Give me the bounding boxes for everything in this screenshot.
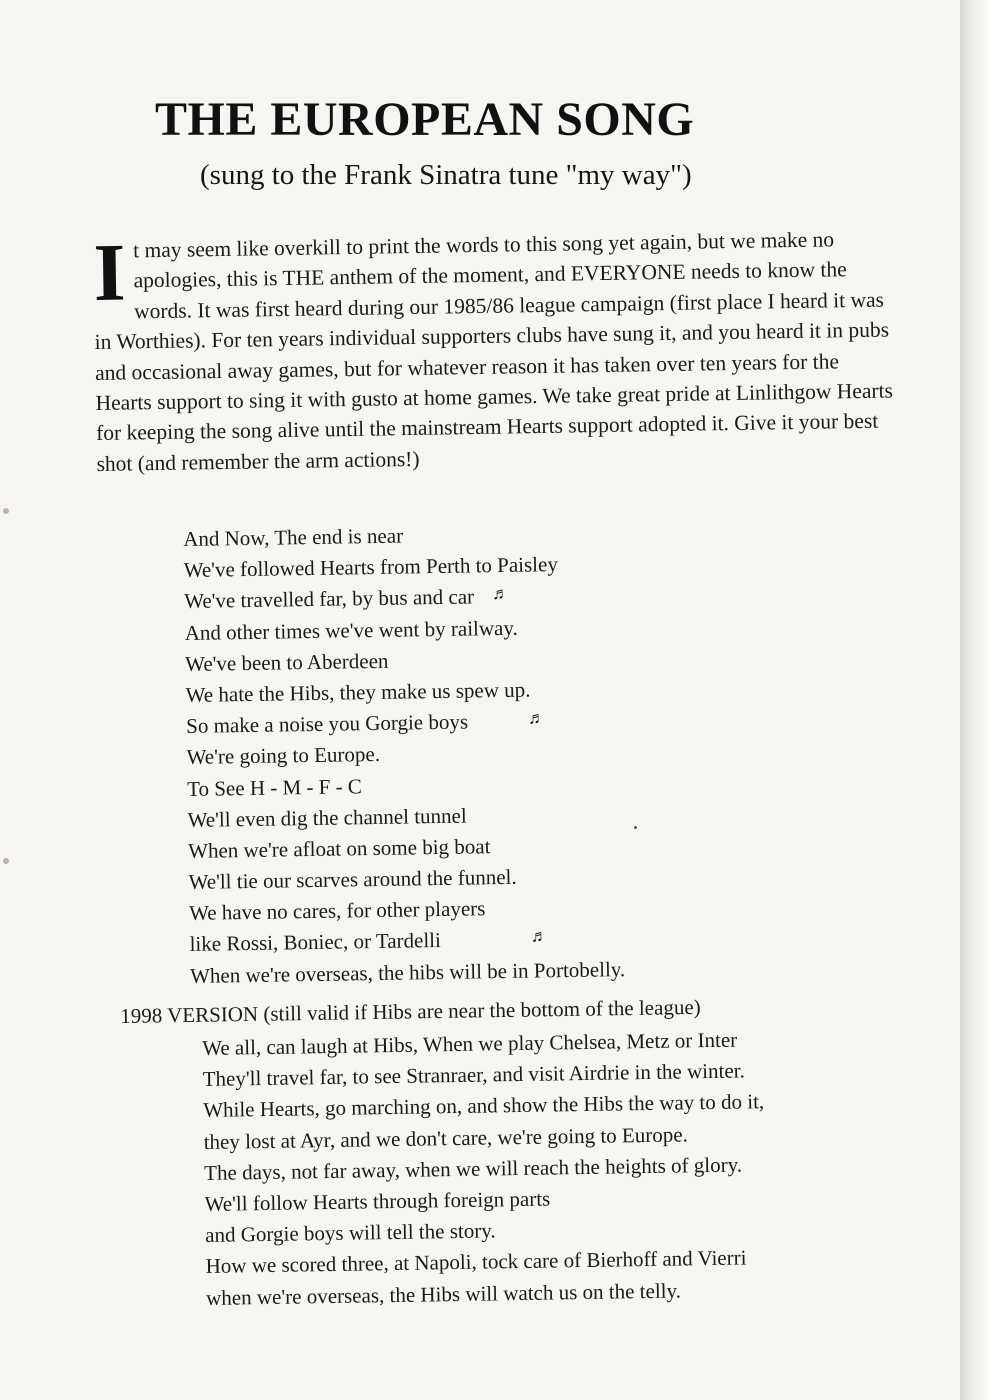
verse-line: We've followed Hearts from Perth to Paisley — [183, 552, 559, 583]
verse-line: they lost at Ayr, and we don't care, we're going to Europe. — [203, 1121, 689, 1154]
verse-line: We have no cares, for other players — [188, 896, 486, 926]
verse-line: We'll follow Hearts through foreign parts — [204, 1186, 551, 1216]
verse-line: when we're overseas, the Hibs will watch us on the telly. — [205, 1278, 682, 1310]
verse-line: While Hearts, go marching on, and show the Hibs the way to do it, — [203, 1089, 765, 1123]
music-note-icon: ♬ — [530, 926, 548, 947]
verse-line: We'll even dig the channel tunnel — [187, 803, 467, 832]
verse-line: We'll tie our scarves around the funnel. — [188, 864, 517, 895]
song-verses-1998 — [202, 1022, 926, 1314]
verse-line: How we scored three, at Napoli, tock care of Bierhoff and Vierri — [205, 1245, 747, 1279]
intro-paragraph — [93, 223, 897, 479]
drop-cap: I — [92, 226, 127, 318]
verse-line: So make a noise you Gorgie boys ♬ — [186, 700, 906, 742]
verse-line: When we're afloat on some big boat — [187, 834, 491, 863]
verse-line: They'll travel far, to see Stranraer, and visit Airdrie in the winter. — [202, 1058, 745, 1092]
verse-line: To See H - M - F - C — [186, 773, 363, 801]
verse-line: And Now, The end is near — [183, 523, 404, 551]
music-note-icon: ♬ — [527, 708, 546, 728]
verse-line: We've travelled far, by bus and car ♬ — [184, 575, 904, 617]
verse-line: The days, not far away, when we will reach the heights of glory. — [204, 1152, 743, 1185]
ink-speck — [634, 826, 637, 829]
page-subtitle: (sung to the Frank Sinatra tune "my way") — [200, 159, 692, 191]
music-note-icon: ♬ — [491, 584, 510, 604]
verse-line: We hate the Hibs, they make us spew up. — [185, 677, 531, 707]
page-title: THE EUROPEAN SONG — [155, 93, 695, 146]
song-verses — [183, 513, 910, 992]
verse-line: When we're overseas, the hibs will be in Portobelly. — [189, 956, 626, 988]
verse-line: We all, can laugh at Hibs, When we play Chelsea, Metz or Inter — [202, 1027, 738, 1060]
verse-line: and Gorgie boys will tell the story. — [204, 1218, 496, 1248]
page-edge — [960, 0, 988, 1400]
verse-line: And other times we've went by railway. — [184, 615, 518, 645]
verse-line: like Rossi, Boniec, or Tardelli ♬ — [189, 918, 909, 960]
version-heading: 1998 VERSION (still valid if Hibs are near the bottom of the league) — [120, 994, 701, 1028]
verse-line: We've been to Aberdeen — [185, 648, 389, 676]
verse-line: We're going to Europe. — [186, 742, 381, 770]
intro-text: t may seem like overkill to print the words to this song yet again, but we make no apologies, this is THE anthem of the moment, and EVERYONE needs to know the words. It was first heard during our 1985/86 league campaign (first place I heard it was in Worthies). For ten years individual supporters clubs have sung it, and you heard it in pubs and occasional away games, but for whatever reason it has taken over ten years for the Hearts support to sing it with gusto at home games. We take great pride at Linlithgow Hearts for keeping the song alive until the mainstream Hearts support adopted it. Give it your best shot (and remember the arm actions!) — [94, 227, 894, 476]
